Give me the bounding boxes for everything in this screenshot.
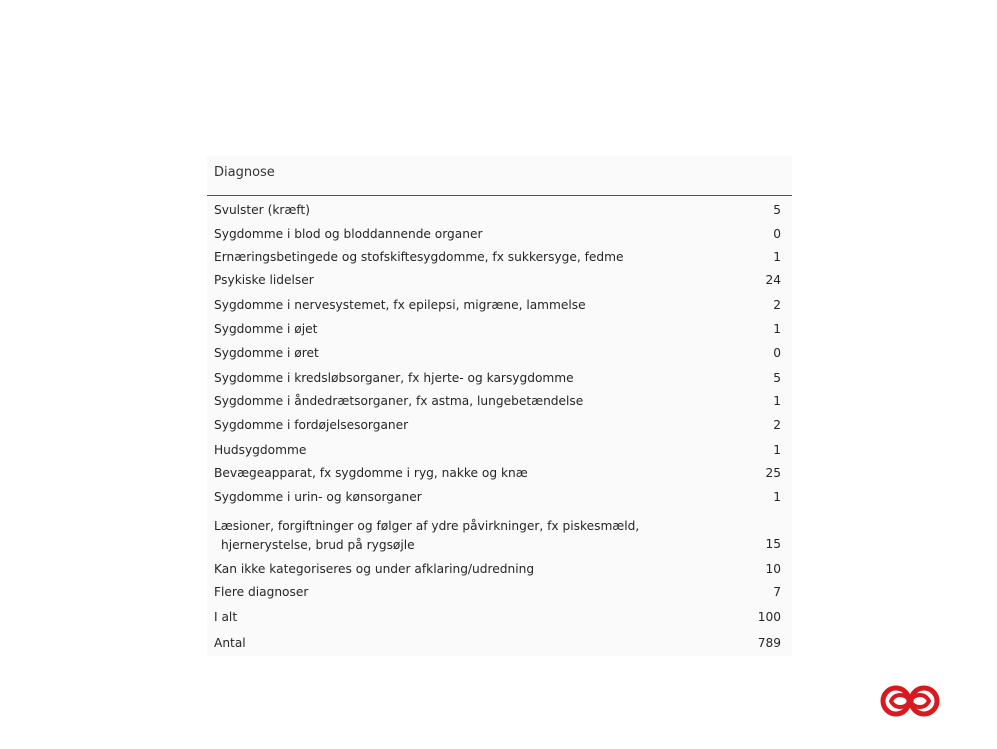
row-label: Antal (214, 636, 246, 650)
row-label: Ernæringsbetingede og stofskiftesygdomme, fx sukkersyge, fedme (214, 250, 624, 264)
row-value: 25 (765, 466, 781, 480)
table-row (207, 558, 792, 580)
header-diagnose: Diagnose (214, 165, 275, 180)
row-value: 24 (765, 273, 781, 287)
row-label: Sygdomme i urin- og kønsorganer (214, 490, 422, 504)
table-row (207, 223, 792, 245)
row-label: Sygdomme i kredsløbsorganer, fx hjerte- og karsygdomme (214, 371, 574, 385)
table-row (207, 318, 792, 340)
logo-right-ring (911, 688, 937, 714)
table-row (207, 294, 792, 316)
row-value: 1 (773, 250, 781, 264)
row-label: I alt (214, 610, 238, 624)
row-label-line2: hjernerystelse, brud på rygsøjle (221, 538, 415, 552)
table-row (207, 486, 792, 508)
row-value: 0 (773, 227, 781, 241)
row-label: Sygdomme i øret (214, 346, 319, 360)
table-row (207, 367, 792, 389)
row-value: 1 (773, 322, 781, 336)
table-row (207, 581, 792, 603)
row-value: 7 (773, 585, 781, 599)
row-label: Svulster (kræft) (214, 203, 310, 217)
table-row (207, 514, 792, 558)
diagnosis-table (207, 156, 792, 656)
logo-svg (879, 684, 941, 718)
table-row-total (207, 606, 792, 628)
row-label: Sygdomme i åndedrætsorganer, fx astma, lungebetændelse (214, 394, 584, 408)
row-label: Kan ikke kategoriseres og under afklaring/udredning (214, 562, 535, 576)
row-value: 1 (773, 443, 781, 457)
row-label-line1: Læsioner, forgiftninger og følger af ydre påvirkninger, fx piskesmæld, (214, 519, 640, 533)
table-row (207, 342, 792, 364)
logo-left-ring (883, 688, 909, 714)
row-value: 2 (773, 298, 781, 312)
row-label: Bevægeapparat, fx sygdomme i ryg, nakke og knæ (214, 466, 528, 480)
table-row (207, 414, 792, 436)
row-label: Sygdomme i øjet (214, 322, 318, 336)
row-label: Psykiske lidelser (214, 273, 314, 287)
row-value: 15 (765, 537, 781, 551)
row-value: 100 (757, 610, 781, 624)
table-row (207, 462, 792, 484)
table-row (207, 246, 792, 268)
row-label: Sygdomme i fordøjelsesorganer (214, 418, 409, 432)
row-value: 789 (757, 636, 781, 650)
row-label (214, 517, 639, 555)
table-row (207, 199, 792, 221)
row-label: Sygdomme i blod og bloddannende organer (214, 227, 483, 241)
row-value: 2 (773, 418, 781, 432)
row-value: 1 (773, 394, 781, 408)
table-row (207, 390, 792, 412)
row-value: 5 (773, 371, 781, 385)
row-label: Hudsygdomme (214, 443, 307, 457)
row-value: 0 (773, 346, 781, 360)
table-row-count (207, 632, 792, 654)
row-value: 1 (773, 490, 781, 504)
logo-icon (879, 684, 941, 718)
table-row (207, 439, 792, 461)
row-label: Flere diagnoser (214, 585, 309, 599)
table-header (207, 156, 792, 196)
row-label: Sygdomme i nervesystemet, fx epilepsi, migræne, lammelse (214, 298, 586, 312)
row-value: 10 (765, 562, 781, 576)
table-row (207, 269, 792, 291)
row-value: 5 (773, 203, 781, 217)
